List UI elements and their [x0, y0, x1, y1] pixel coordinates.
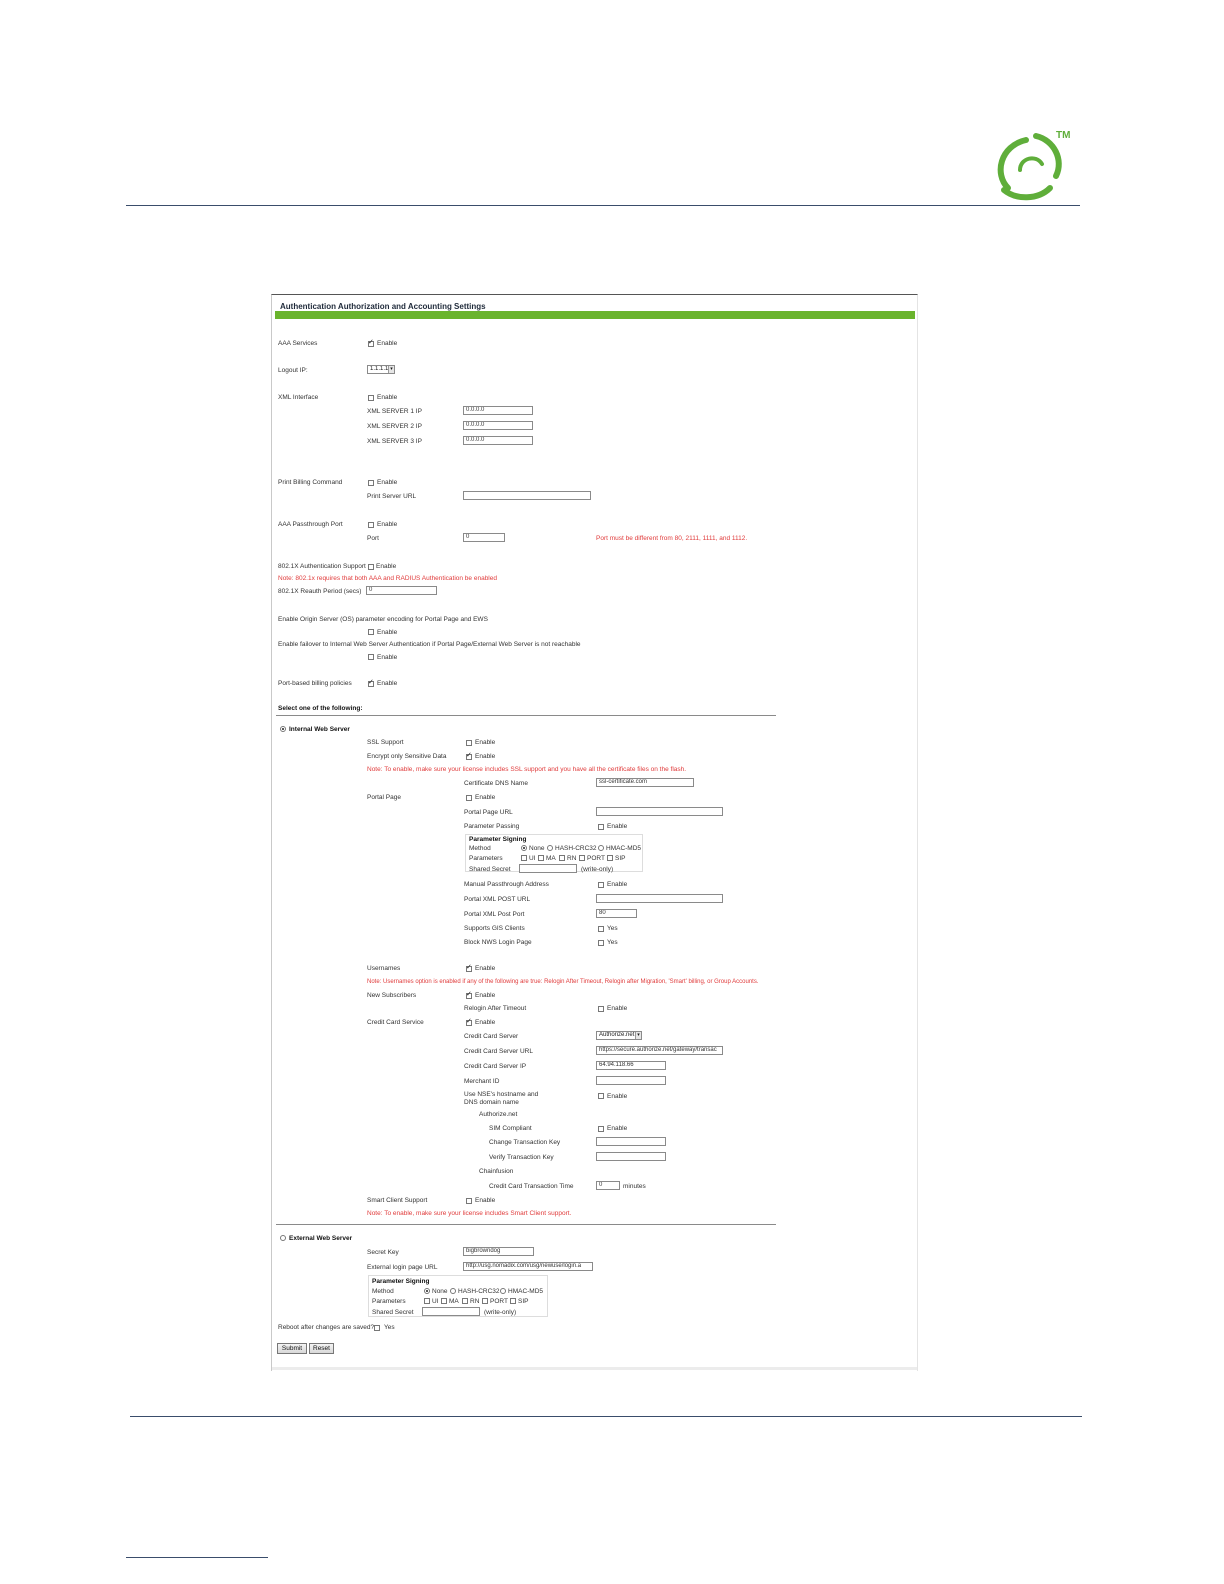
sim-compliant-enable-label: Enable — [607, 1125, 628, 1132]
failover-enable-label: Enable — [377, 654, 398, 661]
usernames-label: Usernames — [367, 965, 401, 972]
portal-xml-post-port-input[interactable]: 80 — [596, 909, 637, 918]
smart-client-enable-label: Enable — [475, 1197, 496, 1204]
trademark-mark: TM — [1056, 130, 1071, 141]
dot1x-reauth-input[interactable]: 0 — [366, 586, 437, 595]
secret-key-input[interactable]: bigbrowndog — [463, 1247, 534, 1256]
cc-tx-time-label: Credit Card Transaction Time — [489, 1183, 574, 1190]
secret-key-label: Secret Key — [367, 1249, 399, 1256]
cc-server-url-input[interactable]: https://secure.authorize.net/gateway/transac — [596, 1046, 723, 1055]
use-nse-enable-label: Enable — [607, 1093, 628, 1100]
cert-dns-input[interactable]: ssl-certificate.com — [596, 778, 694, 787]
aaa-services-enable-label: Enable — [377, 340, 398, 347]
method-none-radio[interactable] — [521, 845, 527, 851]
dot1x-support-label: 802.1X Authentication Support — [278, 563, 366, 570]
cc-server-url-label: Credit Card Server URL — [464, 1048, 533, 1055]
failover-label: Enable failover to Internal Web Server Authentication if Portal Page/External Web Server is not reachable — [278, 641, 581, 648]
param-sip-checkbox[interactable] — [607, 855, 613, 861]
xml-interface-enable-label: Enable — [377, 394, 398, 401]
dot1x-note: Note: 802.1x requires that both AAA and RADIUS Authentication be enabled — [278, 575, 497, 582]
encrypt-enable-label: Enable — [475, 753, 496, 760]
param-ma-label: MA — [546, 855, 556, 862]
use-nse-label-line2: DNS domain name — [464, 1099, 519, 1106]
port-label: Port — [367, 535, 379, 542]
ext-shared-secret-input[interactable] — [422, 1307, 480, 1316]
param-ui-label: UI — [529, 855, 536, 862]
ext-method-none-radio[interactable] — [424, 1288, 430, 1294]
ext-param-ma-label: MA — [449, 1298, 459, 1305]
print-billing-checkbox[interactable] — [368, 480, 374, 486]
xml-interface-label: XML Interface — [278, 394, 319, 401]
portal-xml-post-port-label: Portal XML Post Port — [464, 911, 525, 918]
aaa-settings-screenshot — [271, 294, 918, 1371]
smart-client-label: Smart Client Support — [367, 1197, 428, 1204]
aaa-passthrough-enable-label: Enable — [377, 521, 398, 528]
parameters-label: Parameters — [469, 855, 503, 862]
ssl-support-label: SSL Support — [367, 739, 404, 746]
method-none-label: None — [529, 845, 545, 852]
reset-button[interactable]: Reset — [309, 1343, 334, 1354]
select-one-heading: Select one of the following: — [278, 705, 363, 712]
use-nse-label-line1: Use NSE's hostname and — [464, 1091, 539, 1098]
usernames-enable-label: Enable — [475, 965, 496, 972]
param-rn-checkbox[interactable] — [559, 855, 565, 861]
sim-compliant-label: SIM Compliant — [489, 1125, 532, 1132]
smart-client-note: Note: To enable, make sure your license includes Smart Client support. — [367, 1210, 572, 1217]
param-sip-label: SIP — [615, 855, 626, 862]
portal-page-checkbox[interactable] — [466, 795, 472, 801]
param-signing-title: Parameter Signing — [469, 836, 527, 843]
internal-ws-label: Internal Web Server — [289, 726, 350, 733]
merchant-id-label: Merchant ID — [464, 1078, 500, 1085]
screenshot-bottom-edge — [272, 1367, 917, 1370]
dot1x-enable-label: Enable — [376, 563, 397, 570]
port-note: Port must be different from 80, 2111, 1111, and 1112. — [596, 535, 748, 542]
ssl-note: Note: To enable, make sure your license includes SSL support and you have all the certificate files on the flash. — [367, 766, 687, 773]
aaa-passthrough-label: AAA Passthrough Port — [278, 521, 343, 528]
cc-tx-time-input[interactable]: 0 — [596, 1181, 620, 1190]
dot1x-support-checkbox[interactable] — [368, 564, 374, 570]
smart-client-checkbox[interactable] — [466, 1198, 472, 1204]
portal-xml-post-url-input[interactable] — [596, 894, 723, 903]
external-ws-radio[interactable] — [280, 1235, 286, 1241]
logout-ip-label: Logout IP: — [278, 367, 308, 374]
param-ui-checkbox[interactable] — [521, 855, 527, 861]
merchant-id-input[interactable] — [596, 1076, 666, 1085]
relogin-timeout-label: Relogin After Timeout — [464, 1005, 527, 1012]
logout-ip-select[interactable]: 1.1.1.1 ▾ — [367, 365, 395, 374]
xml-server1-input[interactable]: 0.0.0.0 — [463, 406, 533, 415]
supports-gis-label: Supports GIS Clients — [464, 925, 525, 932]
ext-param-port-checkbox[interactable] — [482, 1298, 488, 1304]
os-encoding-label: Enable Origin Server (OS) parameter encoding for Portal Page and EWS — [278, 616, 488, 623]
company-logo — [990, 130, 1076, 202]
ext-param-rn-label: RN — [470, 1298, 480, 1305]
port-billing-checkbox[interactable] — [368, 681, 374, 687]
ext-parameters-label: Parameters — [372, 1298, 406, 1305]
encrypt-only-checkbox[interactable] — [466, 754, 472, 760]
ext-method-hmac-radio[interactable] — [500, 1288, 506, 1294]
cc-server-select[interactable]: Authorize.net ▾ — [596, 1031, 642, 1040]
new-subscribers-enable-label: Enable — [475, 992, 496, 999]
block-nws-checkbox[interactable] — [598, 940, 604, 946]
cert-dns-label: Certificate DNS Name — [464, 780, 528, 787]
ext-login-url-label: External login page URL — [367, 1264, 438, 1271]
relogin-timeout-checkbox[interactable] — [598, 1006, 604, 1012]
cc-server-ip-input[interactable]: 64.94.118.66 — [596, 1061, 666, 1070]
aaa-passthrough-checkbox[interactable] — [368, 522, 374, 528]
portal-page-url-label: Portal Page URL — [464, 809, 513, 816]
parameter-passing-label: Parameter Passing — [464, 823, 520, 830]
portal-page-url-input[interactable] — [596, 807, 723, 816]
usernames-checkbox[interactable] — [466, 966, 472, 972]
param-port-label: PORT — [587, 855, 605, 862]
external-ws-label: External Web Server — [289, 1235, 353, 1242]
print-billing-enable-label: Enable — [377, 479, 398, 486]
aaa-services-checkbox[interactable] — [368, 341, 374, 347]
chainfusion-heading: Chainfusion — [479, 1168, 514, 1175]
method-hash-label: HASH-CRC32 — [555, 845, 597, 852]
portal-page-enable-label: Enable — [475, 794, 496, 801]
xml-server2-label: XML SERVER 2 IP — [367, 423, 422, 430]
os-encoding-enable-label: Enable — [377, 629, 398, 636]
shared-secret-label: Shared Secret — [469, 866, 511, 873]
chevron-down-icon: ▾ — [635, 1032, 641, 1039]
credit-card-enable-label: Enable — [475, 1019, 496, 1026]
failover-checkbox[interactable] — [368, 654, 374, 660]
ext-param-ui-checkbox[interactable] — [424, 1298, 430, 1304]
ext-param-port-label: PORT — [490, 1298, 508, 1305]
use-nse-checkbox[interactable] — [598, 1093, 604, 1099]
manual-passthrough-label: Manual Passthrough Address — [464, 881, 549, 888]
ext-method-label: Method — [372, 1288, 394, 1295]
ext-method-hmac-label: HMAC-MD5 — [508, 1288, 544, 1295]
credit-card-service-label: Credit Card Service — [367, 1019, 424, 1026]
manual-passthrough-enable-label: Enable — [607, 881, 628, 888]
port-billing-enable-label: Enable — [377, 680, 398, 687]
footnote-rule — [126, 1557, 268, 1558]
ext-shared-secret-label: Shared Secret — [372, 1309, 414, 1316]
sim-compliant-checkbox[interactable] — [598, 1126, 604, 1132]
shared-secret-input[interactable] — [519, 864, 577, 873]
settings-title: Authentication Authorization and Accounting Settings — [280, 302, 486, 311]
print-server-url-input[interactable] — [463, 491, 591, 500]
ext-method-hash-label: HASH-CRC32 — [458, 1288, 500, 1295]
ext-write-only-label: (write-only) — [484, 1309, 517, 1316]
reboot-checkbox[interactable] — [374, 1325, 380, 1331]
ext-param-rn-checkbox[interactable] — [462, 1298, 468, 1304]
xml-server2-input[interactable]: 0.0.0.0 — [463, 421, 533, 430]
print-billing-label: Print Billing Command — [278, 479, 343, 486]
section-divider — [276, 715, 776, 716]
reboot-label: Reboot after changes are saved? — [278, 1324, 375, 1331]
submit-button[interactable]: Submit — [277, 1343, 307, 1354]
ext-param-sip-checkbox[interactable] — [510, 1298, 516, 1304]
internal-ws-radio[interactable] — [280, 726, 286, 732]
ext-method-none-label: None — [432, 1288, 448, 1295]
xml-server3-label: XML SERVER 3 IP — [367, 438, 422, 445]
block-nws-yes-label: Yes — [607, 939, 618, 946]
title-accent-bar — [275, 311, 915, 319]
dot1x-reauth-label: 802.1X Reauth Period (secs) — [278, 588, 362, 595]
ext-method-hash-radio[interactable] — [450, 1288, 456, 1294]
minutes-label: minutes — [623, 1183, 646, 1190]
supports-gis-yes-label: Yes — [607, 925, 618, 932]
change-tx-key-input[interactable] — [596, 1137, 666, 1146]
new-subscribers-label: New Subscribers — [367, 992, 417, 999]
encrypt-only-label: Encrypt only Sensitive Data — [367, 753, 447, 760]
xml-server1-label: XML SERVER 1 IP — [367, 408, 422, 415]
cc-server-ip-label: Credit Card Server IP — [464, 1063, 527, 1070]
change-tx-key-label: Change Transaction Key — [489, 1139, 561, 1146]
ssl-support-checkbox[interactable] — [466, 740, 472, 746]
param-ma-checkbox[interactable] — [538, 855, 544, 861]
manual-passthrough-checkbox[interactable] — [598, 882, 604, 888]
section-divider — [276, 1224, 776, 1225]
parameter-passing-checkbox[interactable] — [598, 824, 604, 830]
verify-tx-key-label: Verify Transaction Key — [489, 1154, 554, 1161]
method-hash-radio[interactable] — [547, 845, 553, 851]
ext-param-signing-title: Parameter Signing — [372, 1278, 430, 1285]
verify-tx-key-input[interactable] — [596, 1152, 666, 1161]
ext-login-url-input[interactable]: http://usg.nomadix.com/usg/newuse/login.a — [463, 1262, 593, 1271]
ext-param-ma-checkbox[interactable] — [441, 1298, 447, 1304]
portal-xml-post-url-label: Portal XML POST URL — [464, 896, 531, 903]
port-billing-label: Port-based billing policies — [278, 680, 352, 687]
parameter-passing-enable-label: Enable — [607, 823, 628, 830]
footer-rule — [130, 1416, 1082, 1417]
param-port-checkbox[interactable] — [579, 855, 585, 861]
portal-page-label: Portal Page — [367, 794, 401, 801]
param-rn-label: RN — [567, 855, 577, 862]
method-hmac-radio[interactable] — [598, 845, 604, 851]
reboot-yes-label: Yes — [384, 1324, 395, 1331]
cc-server-label: Credit Card Server — [464, 1033, 519, 1040]
chevron-down-icon: ▾ — [388, 366, 394, 373]
relogin-enable-label: Enable — [607, 1005, 628, 1012]
method-label: Method — [469, 845, 491, 852]
block-nws-label: Block NWS Login Page — [464, 939, 532, 946]
method-hmac-label: HMAC-MD5 — [606, 845, 642, 852]
supports-gis-checkbox[interactable] — [598, 926, 604, 932]
ssl-enable-label: Enable — [475, 739, 496, 746]
header-rule — [126, 205, 1080, 206]
print-server-url-label: Print Server URL — [367, 493, 417, 500]
usernames-note: Note: Usernames option is enabled if any of the following are true: Relogin After Timeout, Relogin after Migration, 'Smart' billing, or Group Accounts. — [367, 979, 759, 985]
authorize-net-heading: Authorize.net — [479, 1111, 518, 1118]
credit-card-service-checkbox[interactable] — [466, 1020, 472, 1026]
ext-param-ui-label: UI — [432, 1298, 439, 1305]
ext-param-sip-label: SIP — [518, 1298, 529, 1305]
xml-interface-checkbox[interactable] — [368, 395, 374, 401]
aaa-services-label: AAA Services — [278, 340, 318, 347]
xml-server3-input[interactable]: 0.0.0.0 — [463, 436, 533, 445]
os-encoding-checkbox[interactable] — [368, 629, 374, 635]
new-subscribers-checkbox[interactable] — [466, 993, 472, 999]
write-only-label: (write-only) — [581, 866, 614, 873]
port-input[interactable]: 0 — [463, 533, 505, 542]
